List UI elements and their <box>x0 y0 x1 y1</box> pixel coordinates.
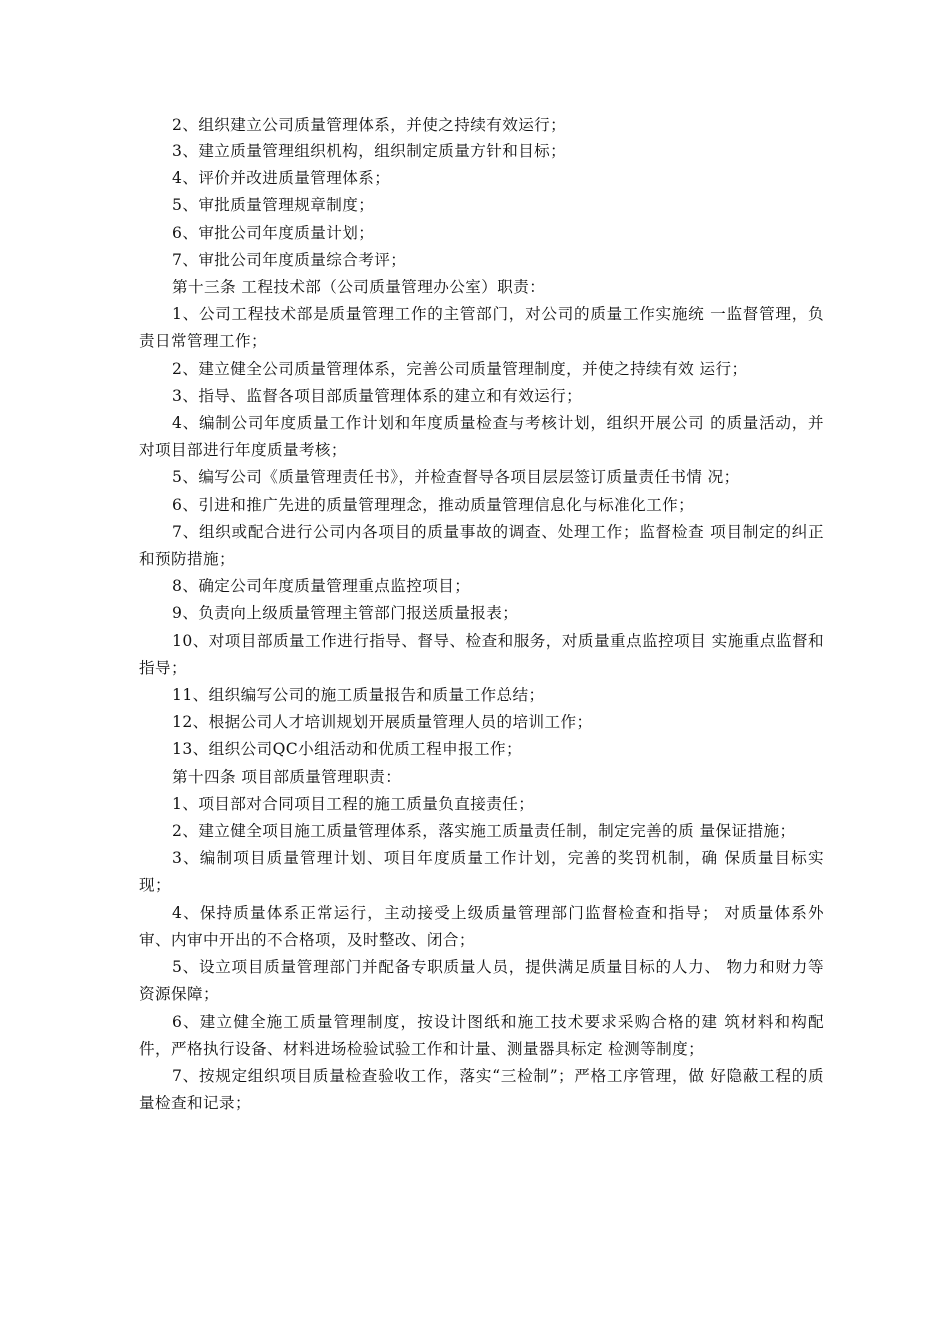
paragraph: 12、根据公司人才培训规划开展质量管理人员的培训工作； <box>172 713 593 732</box>
document-page <box>139 112 824 1117</box>
paragraph: 6、审批公司年度质量计划； <box>172 223 375 242</box>
paragraph: 5、审批质量管理规章制度； <box>172 196 375 215</box>
paragraph: 8、确定公司年度质量管理重点监控项目； <box>172 577 471 596</box>
paragraph: 2、建立健全公司质量管理体系，完善公司质量管理制度，并使之持续有效 运行； <box>172 359 748 378</box>
paragraph: 3、建立质量管理组织机构，组织制定质量方针和目标； <box>172 142 567 160</box>
section-heading: 第十三条 工程技术部（公司质量管理办公室）职责： <box>172 278 546 297</box>
paragraph: 10、对项目部质量工作进行指导、督导、检查和服务，对质量重点监控项目 实施重点监督和指导； <box>139 631 824 677</box>
paragraph: 4、保持质量体系正常运行，主动接受上级质量管理部门监督检查和指导； 对质量体系外审、内审中开出的不合格项，及时整改、闭合； <box>139 903 824 949</box>
paragraph: 7、审批公司年度质量综合考评； <box>172 250 407 269</box>
paragraph: 7、按规定组织项目质量检查验收工作，落实“三检制”；严格工序管理，做 好隐蔽工程的质量检查和记录； <box>139 1066 824 1113</box>
paragraph: 6、引进和推广先进的质量管理理念，推动质量管理信息化与标准化工作； <box>172 495 695 514</box>
paragraph: 2、建立健全项目施工质量管理体系，落实施工质量责任制，制定完善的质 量保证措施； <box>172 822 796 841</box>
paragraph: 7、组织或配合进行公司内各项目的质量事故的调查、处理工作；监督检查 项目制定的纠正和预防措施； <box>139 522 824 569</box>
paragraph: 1、公司工程技术部是质量管理工作的主管部门，对公司的质量工作实施统 一监督管理，负责日常管理工作； <box>139 305 824 351</box>
paragraph: 6、建立健全施工质量管理制度，按设计图纸和施工技术要求采购合格的建 筑材料和构配件，严格执行设备、材料进场检验试验工作和计量、测量器具标定 检测等制度； <box>139 1012 824 1058</box>
paragraph: 5、编写公司《质量管理责任书》，并检查督导各项目层层签订质量责任书情 况； <box>172 468 740 487</box>
paragraph: 3、指导、监督各项目部质量管理体系的建立和有效运行； <box>172 386 583 405</box>
paragraph: 11、组织编写公司的施工质量报告和质量工作总结； <box>172 686 545 705</box>
paragraph: 5、设立项目质量管理部门并配备专职质量人员，提供满足质量目标的人力、 物力和财力等资源保障； <box>139 958 824 1004</box>
section-heading: 第十四条 项目部质量管理职责： <box>172 767 402 786</box>
paragraph: 4、编制公司年度质量工作计划和年度质量检查与考核计划，组织开展公司 的质量活动，并对项目部进行年度质量考核； <box>139 414 824 460</box>
paragraph: 1、项目部对合同项目工程的施工质量负直接责任； <box>172 794 535 813</box>
paragraph: 13、组织公司QC小组活动和优质工程申报工作； <box>172 740 523 759</box>
paragraph: 4、评价并改进质量管理体系； <box>172 169 391 188</box>
paragraph: 9、负责向上级质量管理主管部门报送质量报表； <box>172 604 519 623</box>
paragraph: 2、组织建立公司质量管理体系，并使之持续有效运行； <box>172 116 567 134</box>
paragraph: 3、编制项目质量管理计划、项目年度质量工作计划，完善的奖罚机制，确 保质量目标实现； <box>139 849 824 895</box>
